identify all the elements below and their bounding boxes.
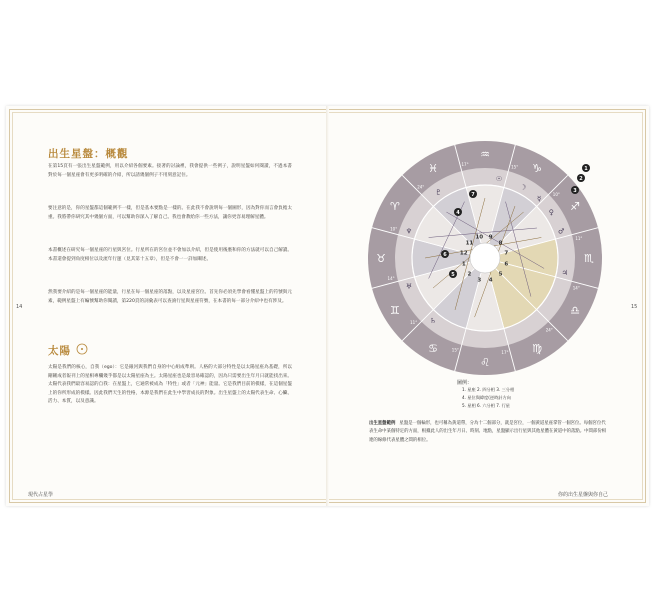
zodiac-sign-icon: ♒ bbox=[480, 148, 490, 161]
planet-glyph-icon: ♃ bbox=[561, 269, 568, 278]
paragraph-2: 要注意的是，你的星盤都這個範例不一樣，但是基本要點是一樣的。在此我不會說明每一個圖形，因為對你而言會負擔太重。我將帶你研究其中幾個方面，可以幫助你深入了解自己。我也會教給你一些方法，讓你更容易理解星體。 bbox=[48, 206, 292, 220]
planet-glyph-icon: ♅ bbox=[405, 282, 413, 291]
planet-glyph-icon: ☉ bbox=[495, 175, 503, 184]
planet-glyph-icon: ♂ bbox=[557, 227, 565, 236]
legend-line-2: 4. 星位與緯度(逆時針方向 bbox=[462, 395, 511, 400]
degree-label: 11° bbox=[575, 236, 583, 242]
chart-center bbox=[470, 243, 500, 273]
right-footer: 你的出生星盤與你自己 bbox=[558, 492, 609, 498]
house-number: 4 bbox=[488, 277, 493, 284]
legend-marker-number: 4 bbox=[456, 209, 460, 216]
planet-glyph-icon: ☿ bbox=[537, 194, 542, 203]
degree-label: 17° bbox=[461, 162, 469, 168]
caption-text: 星盤是一個輪形，也可稱為黃道帶，分為十二個部分，就是宮位，一個黃道星座掌管一個宮位。每個宮位代表生命中某個特定的方面，根據此人的出生年月日、時刻、地點，星盤顯示出行星與其他星體在黃道中的落點。中間部份相連的線條代表星體之間的相位。 bbox=[369, 421, 607, 443]
left-page-number: 14 bbox=[16, 304, 23, 310]
sun-paragraph: 太陽是我們的核心，自我（ego）：它是銀河與我們自身的中心組成準則。人格的大部分特性是以太陽星座為基礎，所以剛剛成者報刊上的星相專欄幾乎都是以太陽星座為主。太陽星座也是最容易確認的，因為只需要出生年月日就能找出來。太陽代表我們最容易認的自我：在星盤上，它通常被成為「特性」或者「元神」能量。它是我們目前的模樣，在這個星盤上的你所形成的模樣。因此我們天生的性格，本源是我們在此生中學習成長的對象。出生星盤上的太陽代表生命、心臟、活力、本質，以及意識。 bbox=[48, 365, 292, 405]
legend-marker-number: 2 bbox=[579, 175, 583, 182]
house-number: 12 bbox=[459, 250, 468, 257]
paragraph-3: 本書概述在研究每一個星座的行星與宮位。行星所在的宮位並不會加以介紹，但是使用後裏和你的方法就可以自己解讀。本書還會提到角度相位以及流年行運（見其第十五章），但是不會一一詳加闡述。 bbox=[48, 248, 292, 262]
legend-line-3: 5. 星相 6. 六分相 7. 行星 bbox=[462, 403, 510, 408]
zodiac-sign-icon: ♊ bbox=[389, 304, 400, 317]
degree-label: 11° bbox=[410, 320, 418, 326]
house-number: 5 bbox=[498, 271, 503, 278]
planet-glyph-icon: ♄ bbox=[429, 317, 437, 326]
house-number: 11 bbox=[465, 240, 474, 247]
house-number: 1 bbox=[461, 261, 466, 268]
right-page-number: 15 bbox=[631, 304, 638, 310]
planet-glyph-icon: ♆ bbox=[405, 227, 413, 236]
house-number: 6 bbox=[504, 261, 509, 268]
degree-label: 10° bbox=[552, 191, 560, 197]
sun-symbol-icon bbox=[76, 343, 88, 355]
planet-glyph-icon: ♇ bbox=[435, 188, 442, 197]
planet-glyph-icon: ☽ bbox=[519, 183, 527, 192]
caption-label: 出生星盤範例 bbox=[369, 421, 396, 426]
degree-label: 15° bbox=[451, 347, 459, 353]
house-number: 3 bbox=[477, 277, 482, 284]
legend-marker-number: 5 bbox=[451, 271, 455, 278]
degree-label: 17° bbox=[501, 349, 509, 355]
zodiac-sign-icon: ♈ bbox=[389, 200, 400, 213]
degree-label: 14° bbox=[572, 285, 580, 291]
legend-marker-number: 6 bbox=[443, 251, 447, 258]
zodiac-sign-icon: ♐ bbox=[570, 200, 581, 213]
zodiac-sign-icon: ♋ bbox=[428, 342, 438, 356]
zodiac-sign-icon: ♌ bbox=[480, 356, 490, 369]
degree-label: 14° bbox=[387, 275, 395, 281]
book-gutter bbox=[326, 106, 329, 506]
zodiac-sign-icon: ♓ bbox=[428, 161, 438, 175]
legend-title: 圖例： bbox=[457, 380, 473, 386]
left-footer: 現代占星學 bbox=[28, 492, 54, 498]
zodiac-sign-icon: ♑ bbox=[532, 161, 542, 175]
house-number: 7 bbox=[504, 250, 509, 257]
legend-line-1: 1. 星座 2. 四分相 3. 三分相 bbox=[462, 387, 515, 392]
house-number: 9 bbox=[488, 234, 493, 241]
legend-marker-number: 3 bbox=[573, 187, 577, 194]
natal-chart-wheel bbox=[355, 138, 615, 378]
chart-caption bbox=[369, 420, 609, 445]
zodiac-sign-icon: ♎ bbox=[570, 304, 581, 317]
degree-label: 24° bbox=[417, 184, 425, 190]
zodiac-sign-icon: ♏ bbox=[584, 252, 594, 265]
house-number: 10 bbox=[475, 234, 484, 241]
legend-marker-number: 1 bbox=[584, 165, 588, 172]
legend-marker-number: 7 bbox=[471, 191, 475, 198]
zodiac-sign-icon: ♉ bbox=[376, 252, 386, 265]
degree-label: 10° bbox=[390, 226, 398, 232]
paragraph-4: 然我要介紹的是每一個星座的能量，行星在每一個星座的落點，以及星座宮位。首先你必須先學會看懂星盤上的符號與元素，範例星盤上有編號幫助你閱讀，第220頁的詞彙表可以查詢行星與星座符號，在本書的每一部分介紹中也有涉及。 bbox=[48, 290, 292, 304]
degree-label: 24° bbox=[545, 327, 553, 333]
sun-heading: 太陽 bbox=[48, 345, 71, 357]
house-number: 2 bbox=[467, 271, 472, 278]
zodiac-sign-icon: ♍ bbox=[532, 342, 542, 356]
section-heading: 出生星盤：概觀 bbox=[48, 148, 129, 160]
house-number: 8 bbox=[498, 240, 503, 247]
degree-label: 15° bbox=[511, 164, 519, 170]
planet-glyph-icon: ♀ bbox=[548, 208, 554, 217]
paragraph-1: 在第15頁有一張出生星盤範例，用以介紹各個要素。接著的討論裡，我會提供一些例子，說明星盤如何閱讀，不過本書對於每一個星座會有更多明確的介紹，所以請幾個例子不用刻意記住。 bbox=[48, 164, 292, 178]
